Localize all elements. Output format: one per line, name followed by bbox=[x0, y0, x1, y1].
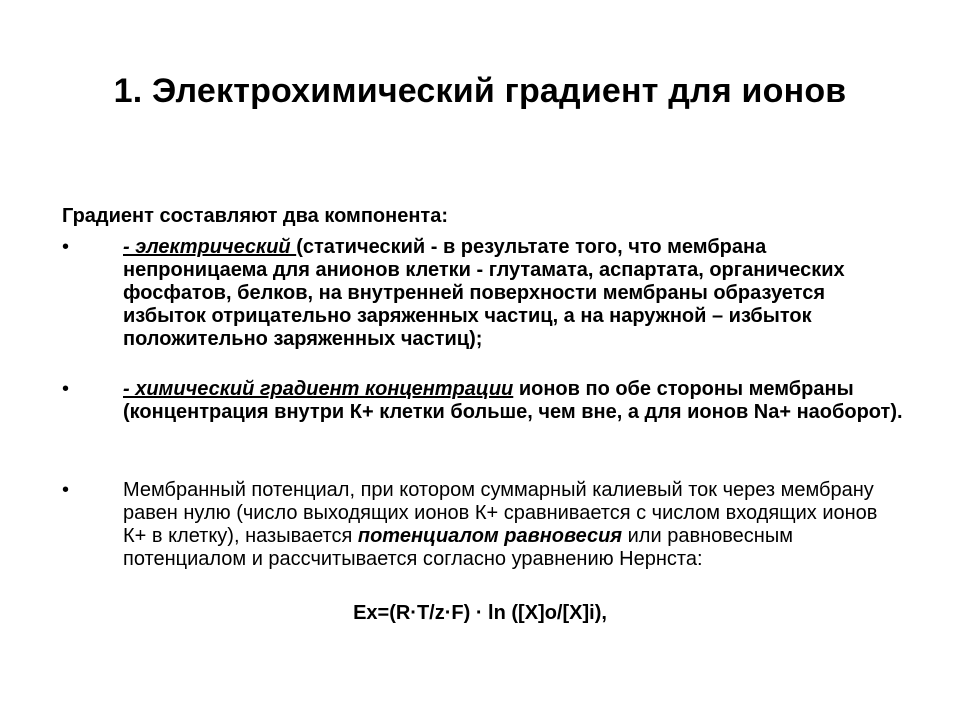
bullet-icon: • bbox=[62, 479, 70, 501]
equilibrium-potential-term: потенциалом равновесия bbox=[357, 525, 623, 547]
bullet-chemical-emphasis: - химический градиент концентрации bbox=[123, 378, 514, 400]
bullet-chemical-body: ионов по обе стороны мембраны (концентрация внутри К+ клетки больше, чем вне, а для ионов Na+ наоборот). bbox=[123, 378, 903, 423]
bullet-membrane-body-before: Мембранный потенциал, при котором суммарный калиевый ток через мембрану равен нулю (число выходящих ионов К+ сравнивается с числом входящих ионов К+ в клетку), называется bbox=[123, 479, 878, 547]
bullet-chemical-text bbox=[123, 378, 903, 424]
bullet-electric-emphasis: - электрический bbox=[123, 236, 297, 258]
bullet-icon: • bbox=[62, 378, 70, 400]
bullet-icon: • bbox=[62, 236, 70, 258]
bullet-membrane-body-after: или равновесным потенциалом и рассчитывается согласно уравнению Нернста: bbox=[123, 525, 793, 570]
slide-title: 1. Электрохимический градиент для ионов bbox=[113, 72, 847, 110]
bullet-electric-body: (статический - в результате того, что мембрана непроницаема для анионов клетки - глутамата, аспартата, органических фосфатов, белков, на внутренней поверхности мембраны образуется избыток отрицательно заряженных частиц, а на наружной – избыток положительно заряженных частиц); bbox=[123, 236, 845, 350]
bullet-electric-text bbox=[123, 236, 903, 351]
nernst-formula: Ex=(R·T/z·F) · ln ([X]o/[X]i), bbox=[353, 602, 607, 624]
intro-text: Градиент составляют два компонента: bbox=[62, 205, 448, 227]
bullet-membrane-potential-text bbox=[123, 479, 903, 571]
